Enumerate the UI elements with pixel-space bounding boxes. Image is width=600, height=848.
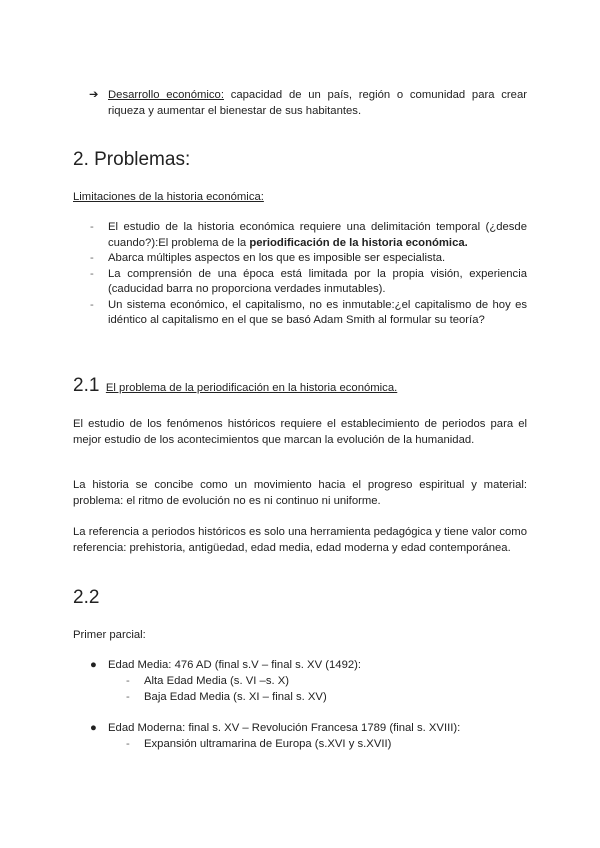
dash-marker: - — [90, 221, 94, 233]
definition-body: capacidad de un país, región o comunidad para crear riqueza y aumentar el bienestar de sus habitantes. — [108, 89, 527, 117]
list-item — [90, 267, 527, 298]
dash-marker: - — [126, 691, 130, 703]
paragraph: La referencia a periodos históricos es solo una herramienta pedagógica y tiene valor como referencia: prehistoria, antigüedad, edad media, edad moderna y edad contemporánea. — [73, 526, 527, 554]
paragraph: La historia se concibe como un movimiento hacia el progreso espiritual y material: problema: el ritmo de evolución no es ni continuo ni uniforme. — [73, 479, 527, 507]
sub-period — [90, 673, 530, 689]
sub-period-text: Baja Edad Media (s. XI – final s. XV) — [144, 691, 327, 703]
limitations-list — [90, 220, 527, 329]
dash-marker: - — [90, 298, 94, 311]
list-item — [90, 251, 527, 267]
list-item — [90, 298, 527, 329]
dash-marker: - — [126, 675, 130, 687]
sub-period-text: Expansión ultramarina de Europa (s.XVI y s.XVII) — [144, 738, 392, 750]
section-2-1-number: 2.1 — [73, 375, 100, 396]
list-item — [90, 220, 527, 251]
dash-marker: - — [90, 267, 94, 280]
bullet-icon: ● — [90, 659, 97, 671]
arrow-icon: ➔ — [89, 89, 99, 101]
dash-marker: - — [90, 252, 94, 264]
list-item-text: La comprensión de una época está limitada por la propia visión, experiencia (caducidad barra no proporciona verdades inmutables). — [108, 267, 527, 295]
sub-period — [90, 736, 530, 752]
bullet-icon: ● — [90, 722, 97, 734]
dash-marker: - — [126, 738, 130, 750]
list-item-text: El estudio de la historia económica requiere una delimitación temporal (¿desde cuando?):El problema de la — [108, 221, 527, 249]
sub-period — [90, 689, 530, 705]
period-group — [90, 657, 530, 705]
sub-period-text: Alta Edad Media (s. VI –s. X) — [144, 675, 290, 687]
list-item-text: Abarca múltiples aspectos en los que es imposible ser especialista. — [108, 252, 446, 264]
period-title: Edad Moderna: final s. XV – Revolución Francesa 1789 (final s. XVIII): — [108, 722, 461, 734]
definition-item — [89, 87, 527, 119]
section-2-1-heading — [73, 375, 533, 397]
first-term-label: Primer parcial: — [73, 629, 146, 641]
list-item-bold: periodificación de la historia económica. — [249, 236, 468, 249]
section-2-heading: 2. Problemas: — [73, 149, 191, 170]
list-item-text: Un sistema económico, el capitalismo, no es inmutable:¿el capitalismo de hoy es idéntico al capitalismo en el que se basó Adam Smith al formular su teoría? — [108, 298, 527, 326]
paragraph: El estudio de los fenómenos históricos requiere el establecimiento de periodos para el mejor estudio de los acontecimientos que marcan la evolución de la humanidad. — [73, 418, 527, 446]
definition-text — [108, 87, 527, 119]
section-2-2-heading: 2.2 — [73, 587, 100, 608]
period-title: Edad Media: 476 AD (final s.V – final s. XV (1492): — [108, 659, 362, 671]
section-2-subtitle: Limitaciones de la historia económica: — [73, 191, 264, 203]
section-2-1-title: El problema de la periodificación en la historia económica. — [105, 382, 398, 394]
period-group — [90, 720, 530, 752]
definition-term: Desarrollo económico: — [108, 89, 224, 101]
